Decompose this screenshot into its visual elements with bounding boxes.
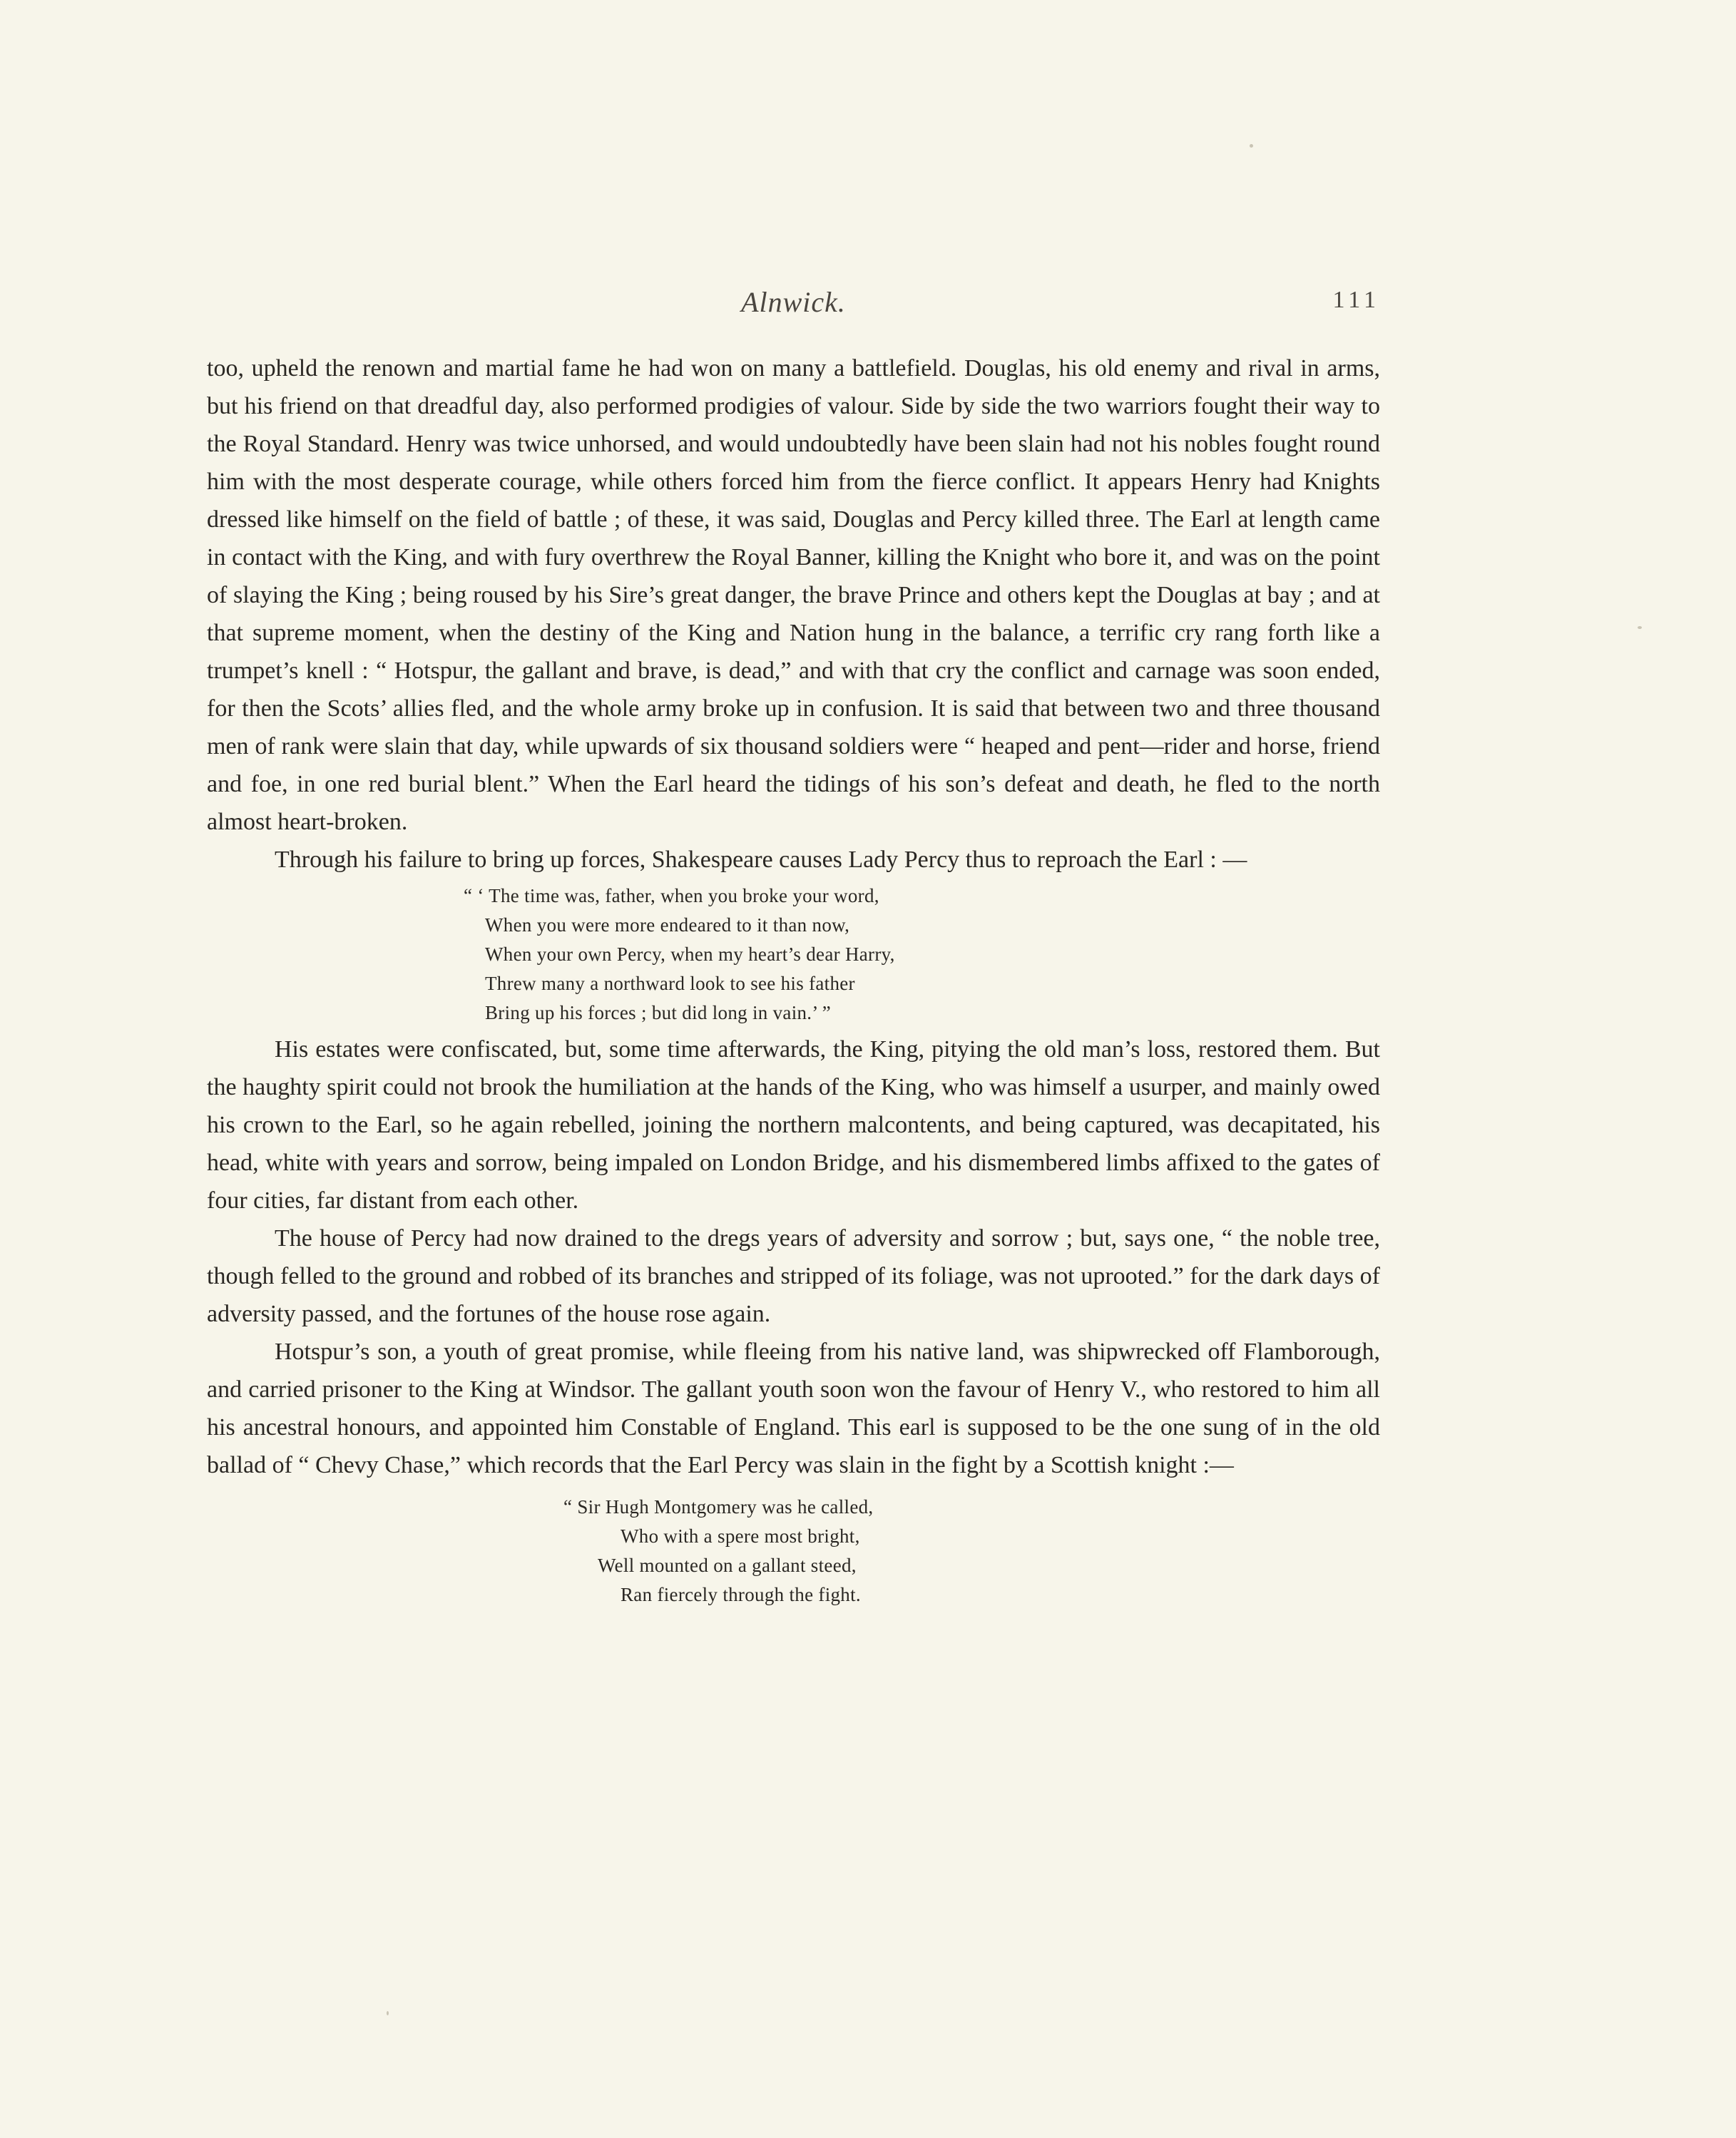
page-number: 111 (1332, 287, 1380, 313)
verse-line: When your own Percy, when my heart’s dear Harry, (485, 943, 895, 965)
verse-line: “ ‘ The time was, father, when you broke your word, (464, 885, 879, 906)
paper-speck (387, 2011, 389, 2015)
verse-line: When you were more endeared to it than now, (485, 914, 850, 936)
paper-speck (1638, 626, 1642, 629)
paper-speck (1250, 144, 1253, 148)
verse-line: Who with a spere most bright, (621, 1525, 860, 1547)
running-title: Alnwick. (741, 286, 846, 318)
text-block (207, 349, 1380, 1612)
paragraph-house-of-percy: The house of Percy had now drained to the dregs years of adversity and sorrow ; but, says one, “ the noble tree, though felled to the ground and robbed of its branches and stripped of its foliage, was not uprooted.” for the dark days of adversity passed, and the fortunes of the house rose again. (207, 1225, 1380, 1327)
verse-line: Bring up his forces ; but did long in vain.’ ” (485, 1002, 831, 1023)
verse-line: “ Sir Hugh Montgomery was he called, (563, 1496, 874, 1518)
verse-quote-shakespeare (207, 881, 1380, 1028)
paragraph-hotspurs-son: Hotspur’s son, a youth of great promise, while fleeing from his native land, was shipwrecked off Flamborough, and carried prisoner to the King at Windsor. The gallant youth soon won the favour of Henry V., who restored to him all his ancestral honours, and appointed him Constable of England. This earl is supposed to be the one sung of in the old ballad of “ Chevy Chase,” which records that the Earl Percy was slain in the fight by a Scottish knight :— (207, 1339, 1380, 1478)
verse-line: Ran fiercely through the fight. (621, 1584, 861, 1605)
paragraph-lady-percy-intro: Through his failure to bring up forces, Shakespeare causes Lady Percy thus to reproach the Earl : — (275, 846, 1247, 873)
running-head (207, 285, 1380, 331)
verse-line: Threw many a northward look to see his father (485, 973, 855, 994)
verse-line: Well mounted on a gallant steed, (598, 1555, 857, 1576)
verse-quote-chevy-chase (207, 1493, 1380, 1610)
paragraph-battle: too, upheld the renown and martial fame he had won on many a battlefield. Douglas, his old enemy and rival in arms, but his friend on that dreadful day, also performed prodigies of valour. Side by side the two warriors fought their way to the Royal Standard. Henry was twice unhorsed, and would undoubtedly have been slain had not his nobles fought round him with the most desperate courage, while others forced him from the fierce conflict. It appears Henry had Knights dressed like himself on the field of battle ; of these, it was said, Douglas and Percy killed three. The Earl at length came in contact with the King, and with fury overthrew the Royal Banner, killing the Knight who bore it, and was on the point of slaying the King ; being roused by his Sire’s great danger, the brave Prince and others kept the Douglas at bay ; and at that supreme moment, when the destiny of the King and Nation hung in the balance, a terrific cry rang forth like a trumpet’s knell : “ Hotspur, the gallant and brave, is dead,” and with that cry the conflict and carnage was soon ended, for then the Scots’ allies fled, and the whole army broke up in confusion. It is said that between two and three thousand men of rank were slain that day, while upwards of six thousand soldiers were “ heaped and pent—rider and horse, friend and foe, in one red burial blent.” When the Earl heard the tidings of his son’s defeat and death, he fled to the north almost heart-broken. (207, 355, 1380, 835)
paragraph-estates: His estates were confiscated, but, some time afterwards, the King, pitying the old man’s loss, restored them. But the haughty spirit could not brook the humiliation at the hands of the King, who was himself a usurper, and mainly owed his crown to the Earl, so he again rebelled, joining the northern malcontents, and being captured, was decapitated, his head, white with years and sorrow, being impaled on London Bridge, and his dismembered limbs affixed to the gates of four cities, far distant from each other. (207, 1036, 1380, 1214)
